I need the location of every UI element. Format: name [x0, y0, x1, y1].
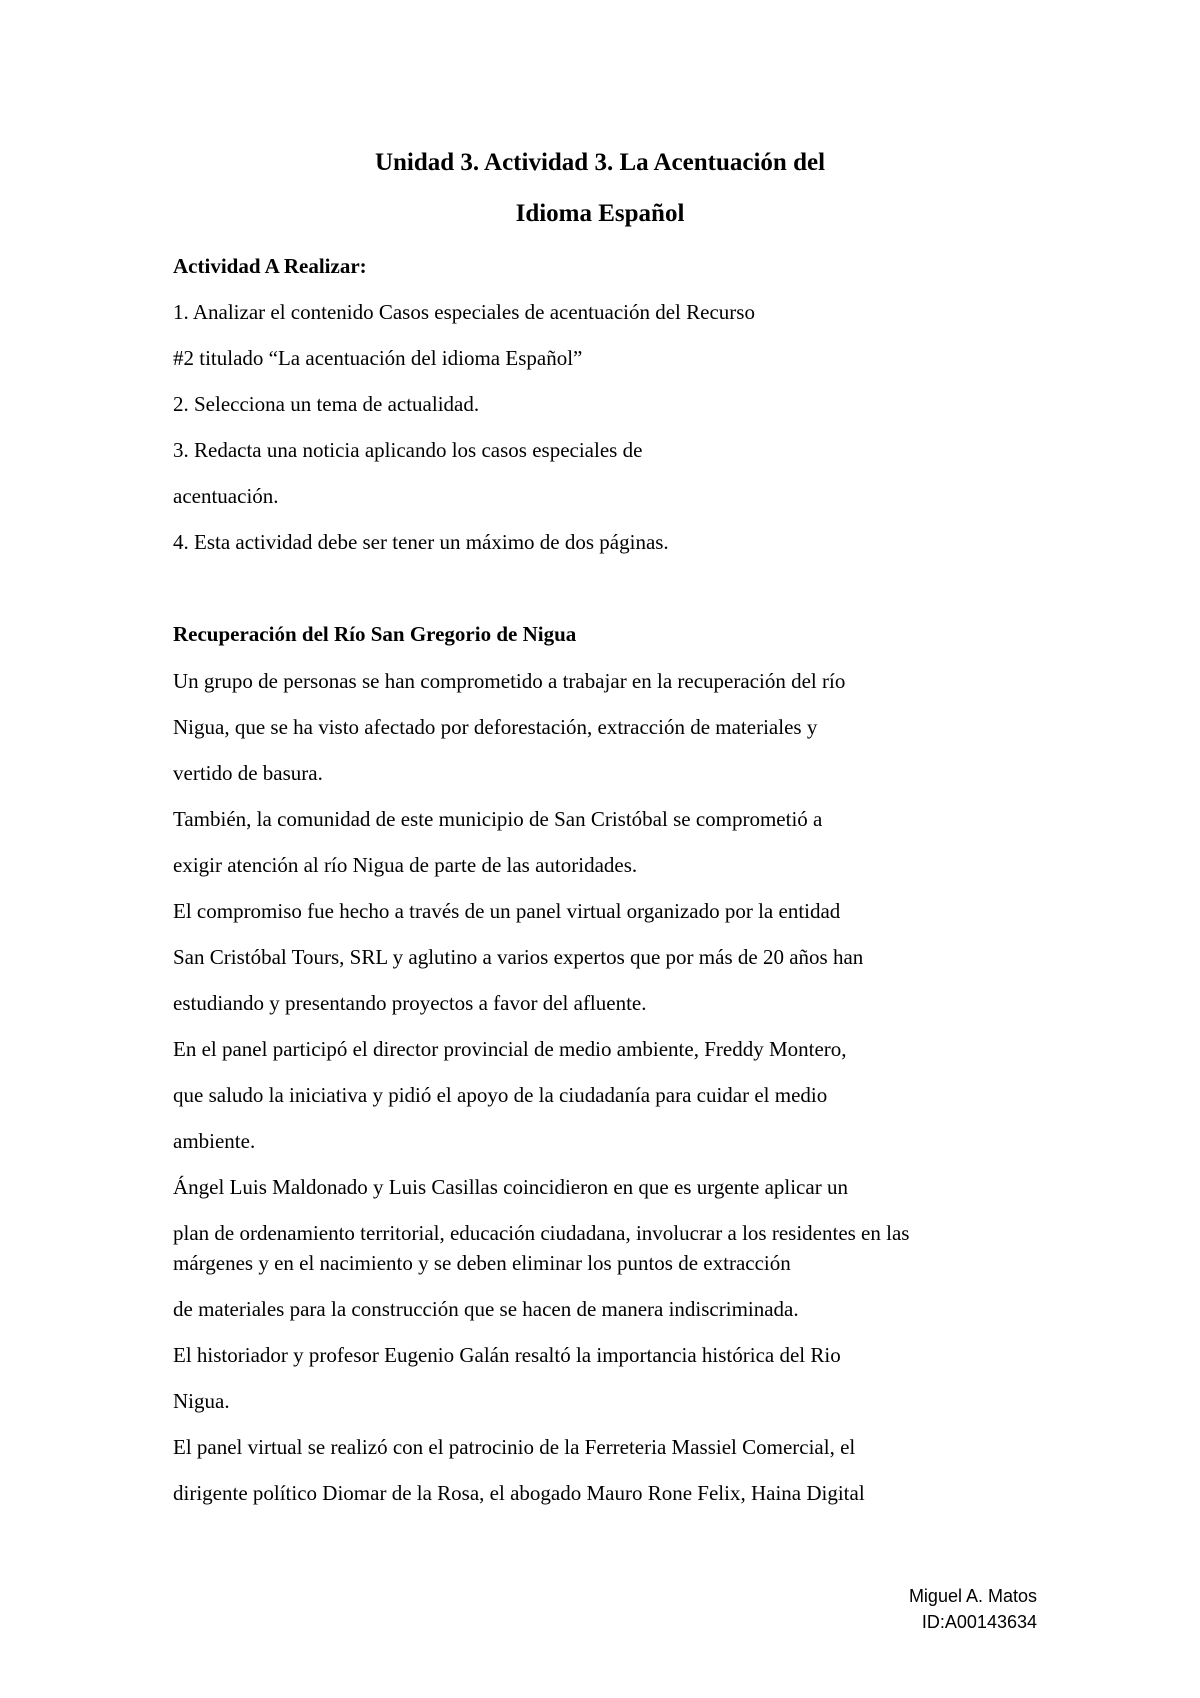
article-line: También, la comunidad de este municipio de San Cristóbal se comprometió a	[173, 807, 823, 831]
document-title-line-2: Idioma Español	[515, 200, 685, 227]
article-line: de materiales para la construcción que se hacen de manera indiscriminada.	[173, 1297, 799, 1321]
article-line: estudiando y presentando proyectos a favor del afluente.	[173, 991, 647, 1015]
article-line: Un grupo de personas se han comprometido a trabajar en la recuperación del río	[173, 669, 846, 693]
article-line: El panel virtual se realizó con el patrocinio de la Ferreteria Massiel Comercial, el	[173, 1435, 856, 1459]
article-line: plan de ordenamiento territorial, educación ciudadana, involucrar a los residentes en las	[173, 1221, 910, 1245]
footer-student-id: ID:A00143634	[921, 1612, 1037, 1632]
article-line: San Cristóbal Tours, SRL y aglutino a varios expertos que por más de 20 años han	[173, 945, 864, 969]
document-title-line-1: Unidad 3. Actividad 3. La Acentuación del	[374, 149, 826, 176]
instruction-line: #2 titulado “La acentuación del idioma Español”	[173, 346, 583, 370]
instruction-line: 2. Selecciona un tema de actualidad.	[173, 392, 480, 416]
article-line: exigir atención al río Nigua de parte de las autoridades.	[173, 853, 638, 877]
footer-author-name: Miguel A. Matos	[908, 1586, 1037, 1606]
activity-heading: Actividad A Realizar:	[173, 254, 367, 278]
article-title: Recuperación del Río San Gregorio de Nigua	[173, 622, 577, 646]
instruction-line: 1. Analizar el contenido Casos especiales de acentuación del Recurso	[173, 300, 755, 324]
article-line: Ángel Luis Maldonado y Luis Casillas coincidieron en que es urgente aplicar un	[173, 1175, 848, 1199]
article-line: vertido de basura.	[173, 761, 323, 785]
article-line: Nigua, que se ha visto afectado por deforestación, extracción de materiales y	[173, 715, 818, 739]
instruction-line: acentuación.	[173, 484, 279, 508]
article-line: márgenes y en el nacimiento y se deben eliminar los puntos de extracción	[173, 1251, 791, 1275]
article-line: El historiador y profesor Eugenio Galán resaltó la importancia histórica del Rio	[173, 1343, 841, 1367]
article-line: Nigua.	[173, 1389, 230, 1413]
article-line: ambiente.	[173, 1129, 256, 1153]
article-line: El compromiso fue hecho a través de un panel virtual organizado por la entidad	[173, 899, 841, 923]
article-line: dirigente político Diomar de la Rosa, el abogado Mauro Rone Felix, Haina Digital	[173, 1481, 865, 1505]
article-line: En el panel participó el director provincial de medio ambiente, Freddy Montero,	[173, 1037, 847, 1061]
article-line: que saludo la iniciativa y pidió el apoyo de la ciudadanía para cuidar el medio	[173, 1083, 828, 1107]
instruction-line: 3. Redacta una noticia aplicando los casos especiales de	[173, 438, 643, 462]
instruction-line: 4. Esta actividad debe ser tener un máximo de dos páginas.	[173, 530, 669, 554]
